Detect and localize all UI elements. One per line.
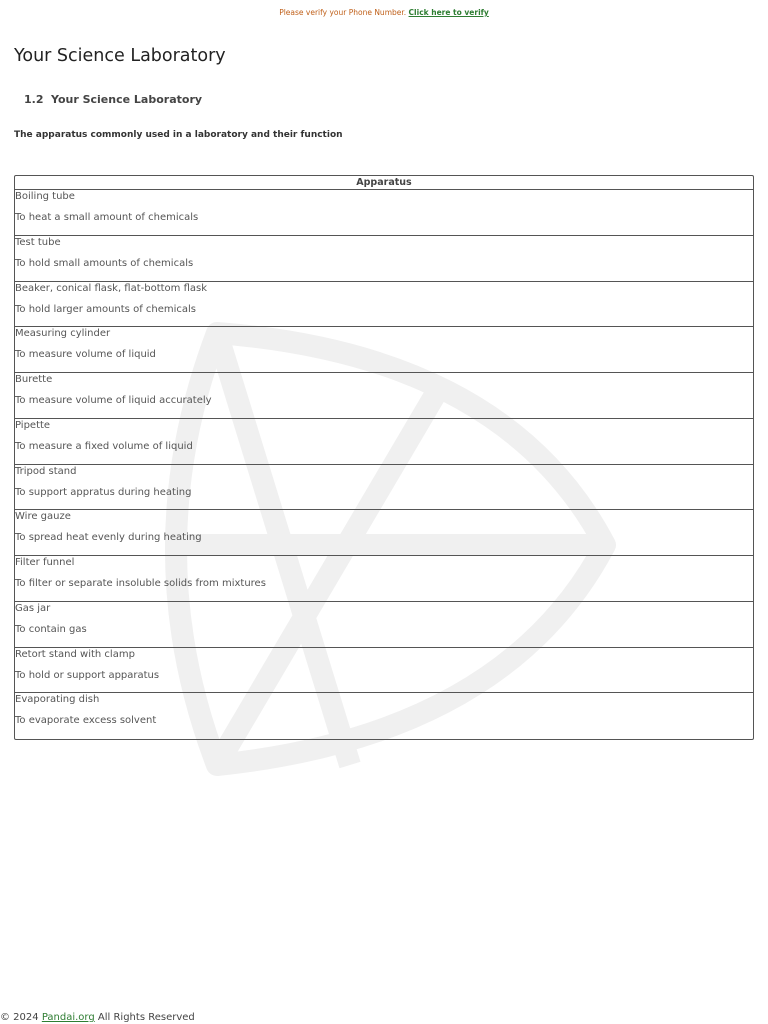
apparatus-function: To filter or separate insoluble solids from mixtures [15,578,266,589]
section-title: Your Science Laboratory [51,93,203,106]
table-row [15,190,753,236]
table-body [15,190,753,739]
table-row [15,419,753,465]
apparatus-name: Pipette [15,419,51,431]
apparatus-name: Test tube [15,236,61,248]
apparatus-function: To measure volume of liquid accurately [15,395,212,406]
apparatus-function: To measure a fixed volume of liquid [15,440,193,452]
apparatus-subheading: The apparatus commonly used in a laboratory and their function [14,130,343,140]
table-row [15,510,753,556]
table-header-apparatus: Apparatus [15,176,753,190]
apparatus-name: Wire gauze [15,511,71,523]
table-row [15,693,753,739]
footer [0,1012,195,1023]
table-row [15,648,753,694]
page-title: Your Science Laboratory [14,46,226,66]
section-heading [24,93,202,106]
apparatus-name: Gas jar [15,602,51,614]
apparatus-name: Tripod stand [15,465,77,477]
table-row [15,556,753,602]
table-row [15,373,753,419]
apparatus-name: Retort stand with clamp [15,648,135,660]
footer-pandai-link[interactable]: Pandai.org [41,1012,95,1023]
apparatus-function: To support appratus during heating [15,486,192,498]
footer-copyright: © 2024 [0,1012,39,1023]
apparatus-name: Evaporating dish [15,694,100,706]
apparatus-name: Burette [15,374,53,385]
section-number: 1.2 [24,93,44,106]
apparatus-function: To hold small amounts of chemicals [15,257,194,269]
verify-phone-banner [0,8,768,17]
verify-phone-link[interactable]: Click here to verify [408,8,489,17]
footer-rights: All Rights Reserved [97,1012,195,1023]
apparatus-name: Measuring cylinder [15,328,111,340]
apparatus-name: Beaker, conical flask, flat-bottom flask [15,282,208,294]
table-row [15,327,753,373]
table-row [15,236,753,282]
apparatus-function: To evaporate excess solvent [15,715,157,727]
apparatus-name: Boiling tube [15,191,75,202]
apparatus-function: To hold larger amounts of chemicals [15,303,197,315]
apparatus-function: To hold or support apparatus [15,669,160,681]
verify-phone-text: Please verify your Phone Number. [279,8,407,17]
apparatus-name: Filter funnel [15,557,75,568]
table-row [15,602,753,648]
apparatus-function: To contain gas [15,623,87,635]
table-row [15,282,753,328]
apparatus-function: To measure volume of liquid [15,349,156,361]
apparatus-function: To heat a small amount of chemicals [15,212,199,223]
apparatus-table [14,175,754,740]
apparatus-function: To spread heat evenly during heating [15,532,202,544]
table-row [15,465,753,511]
